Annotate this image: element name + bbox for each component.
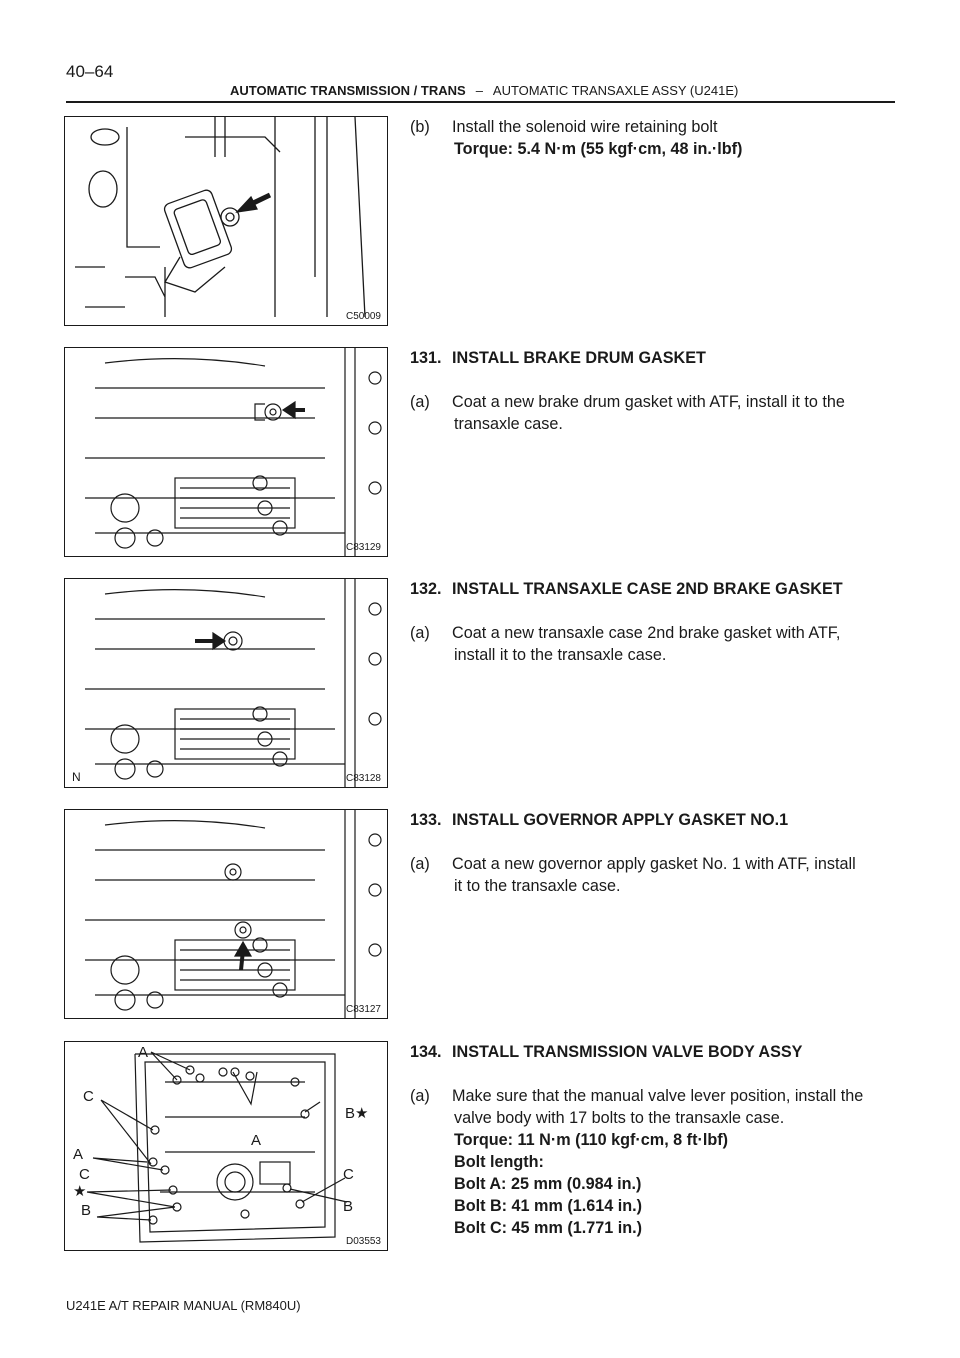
brake-drum-gasket-illustration: [65, 348, 388, 557]
instruction-block: [410, 1041, 896, 1239]
bolt-length-a: Bolt A: 25 mm (0.984 in.): [454, 1175, 642, 1193]
sub-step-text-cont: install it to the transaxle case.: [454, 646, 667, 664]
solenoid-connector-illustration: [65, 117, 388, 326]
callout-label: C: [79, 1166, 90, 1183]
torque-spec: Torque: 11 N·m (110 kgf·cm, 8 ft·lbf): [454, 1131, 729, 1149]
callout-label: A: [251, 1132, 262, 1149]
callout-label: B★: [345, 1105, 369, 1122]
torque-spec: Torque: 5.4 N·m (55 kgf·cm, 48 in.·lbf): [454, 140, 743, 158]
instruction-block: [410, 347, 896, 435]
callout-label: C: [343, 1166, 354, 1183]
instruction-block: [410, 116, 896, 160]
step-number: 134.: [410, 1043, 442, 1061]
instruction-block: [410, 809, 896, 897]
footer: U241E A/T REPAIR MANUAL (RM840U): [66, 1298, 301, 1313]
step-title: INSTALL TRANSMISSION VALVE BODY ASSY: [452, 1043, 803, 1061]
figure-code: D03553: [345, 1236, 381, 1247]
instruction-block: [410, 578, 896, 666]
step-title: INSTALL BRAKE DRUM GASKET: [452, 349, 706, 367]
sub-step-text: Coat a new transaxle case 2nd brake gasket with ATF,: [452, 624, 841, 642]
callout-label: A: [138, 1044, 149, 1061]
figure-brake-drum-gasket: [64, 347, 388, 557]
figure-code: C83128: [345, 773, 381, 784]
figure-2nd-brake-gasket: [64, 578, 388, 788]
page-number: 40–64: [66, 62, 114, 81]
step-title: INSTALL GOVERNOR APPLY GASKET NO.1: [452, 811, 789, 829]
callout-label: ★: [73, 1183, 87, 1200]
bolt-length-c: Bolt C: 45 mm (1.771 in.): [454, 1219, 642, 1237]
figure-mark: N: [72, 770, 81, 784]
2nd-brake-gasket-illustration: [65, 579, 388, 788]
sub-step-label: (a): [410, 855, 430, 873]
step-number: 131.: [410, 349, 442, 367]
sub-step-label: (a): [410, 1087, 430, 1105]
running-header: [230, 83, 738, 98]
figure-code: C83129: [345, 542, 381, 553]
figure-code: C50009: [345, 311, 381, 322]
header-rule: [66, 101, 895, 103]
figure-code: C83127: [345, 1004, 381, 1015]
sub-step-label: (a): [410, 624, 430, 642]
governor-gasket-illustration: [65, 810, 388, 1019]
sub-step-text: Make sure that the manual valve lever position, install the: [452, 1087, 864, 1105]
sub-step-label: (a): [410, 393, 430, 411]
sub-step-text-cont: it to the transaxle case.: [454, 877, 621, 895]
bolt-length-b: Bolt B: 41 mm (1.614 in.): [454, 1197, 642, 1215]
bolt-length-heading: Bolt length:: [454, 1153, 544, 1171]
callout-label: A: [73, 1146, 84, 1163]
figure-valve-body: [64, 1041, 388, 1251]
header-separator: –: [475, 83, 483, 98]
figure-solenoid: [64, 116, 388, 326]
figure-governor-gasket: [64, 809, 388, 1019]
header-section: AUTOMATIC TRANSMISSION / TRANS: [230, 83, 466, 98]
callout-label: B: [81, 1202, 92, 1219]
step-title: INSTALL TRANSAXLE CASE 2ND BRAKE GASKET: [452, 580, 843, 598]
callout-label: C: [83, 1088, 94, 1105]
callout-label: B: [343, 1198, 354, 1215]
sub-step-text: Coat a new governor apply gasket No. 1 with ATF, install: [452, 855, 856, 873]
sub-step-text: Install the solenoid wire retaining bolt: [452, 118, 718, 136]
step-number: 133.: [410, 811, 442, 829]
sub-step-text-cont: transaxle case.: [454, 415, 563, 433]
sub-step-label: (b): [410, 118, 430, 136]
valve-body-illustration: [65, 1042, 388, 1251]
sub-step-text: Coat a new brake drum gasket with ATF, install it to the: [452, 393, 845, 411]
step-number: 132.: [410, 580, 442, 598]
sub-step-text-cont: valve body with 17 bolts to the transaxle case.: [454, 1109, 785, 1127]
header-subsection: AUTOMATIC TRANSAXLE ASSY (U241E): [492, 83, 739, 98]
